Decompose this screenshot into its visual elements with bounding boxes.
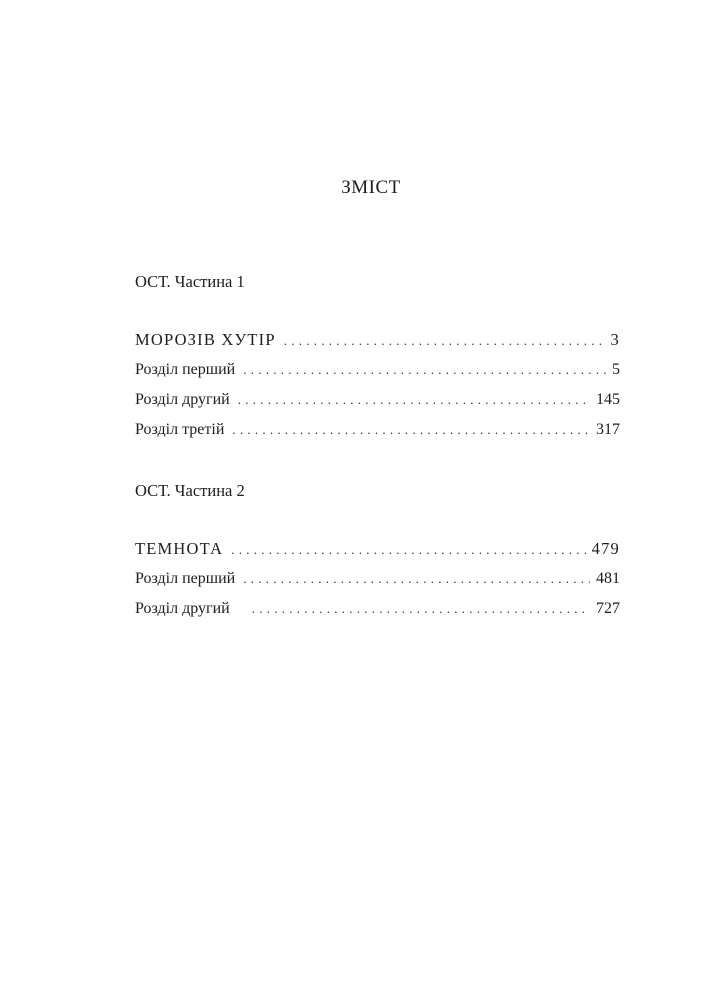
toc-entry-label: ТЕМНОТА xyxy=(135,539,224,558)
dot-leader xyxy=(231,542,585,558)
toc-entry-label: Розділ третій xyxy=(135,421,225,438)
toc-entries-part-2 xyxy=(135,539,620,630)
toc-entry-label: Розділ другий xyxy=(135,600,230,617)
toc-entry-label: МОРОЗІВ ХУТІР xyxy=(135,330,276,349)
toc-entry-page: 479 xyxy=(591,539,620,558)
dot-leader xyxy=(238,392,590,408)
part-heading-2: ОСТ. Частина 2 xyxy=(135,481,245,500)
toc-entry-page: 5 xyxy=(612,361,620,378)
dot-leader xyxy=(252,601,590,617)
dot-leader xyxy=(243,362,606,378)
toc-entry-chapter xyxy=(135,600,620,630)
toc-entry-page: 481 xyxy=(596,570,620,587)
toc-entry-page: 3 xyxy=(610,330,620,349)
dot-leader xyxy=(243,571,590,587)
toc-entry-chapter xyxy=(135,361,620,391)
toc-entry-page: 317 xyxy=(596,421,620,438)
toc-entry-page: 727 xyxy=(596,600,620,617)
toc-entry-book-1 xyxy=(135,330,620,361)
dot-leader xyxy=(284,333,605,349)
page-title: ЗМІСТ xyxy=(341,177,401,198)
toc-entries-part-1 xyxy=(135,330,620,451)
toc-entry-book-2 xyxy=(135,539,620,570)
dot-leader xyxy=(232,422,590,438)
toc-entry-page: 145 xyxy=(596,391,620,408)
toc-entry-chapter xyxy=(135,421,620,451)
toc-entry-chapter xyxy=(135,570,620,600)
toc-entry-label: Розділ перший xyxy=(135,361,236,378)
toc-entry-chapter xyxy=(135,391,620,421)
toc-entry-label: Розділ другий xyxy=(135,391,230,408)
toc-entry-label: Розділ перший xyxy=(135,570,236,587)
part-heading-1: ОСТ. Частина 1 xyxy=(135,272,245,291)
